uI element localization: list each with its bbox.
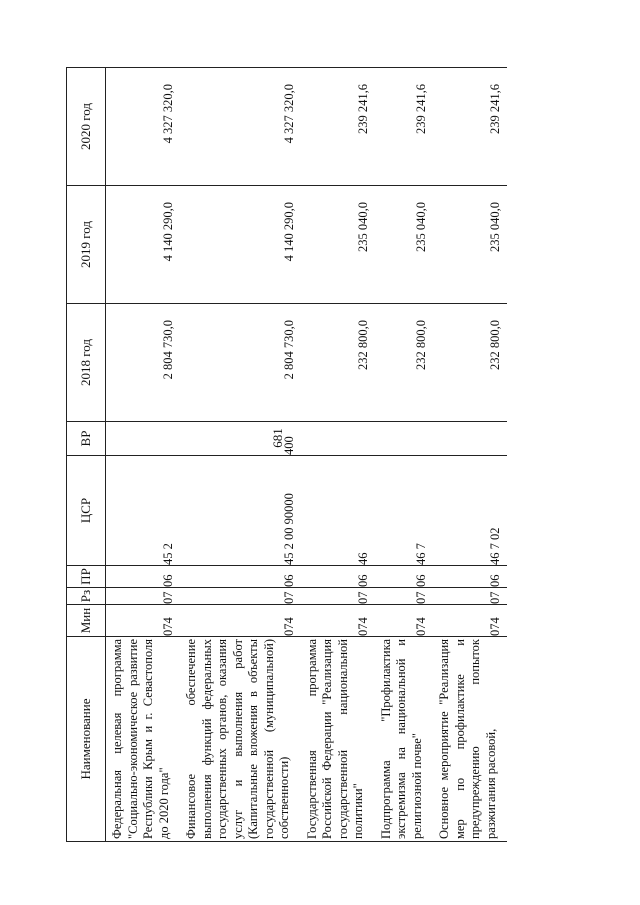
row-vr	[301, 422, 375, 456]
row-rz: 07	[375, 588, 434, 605]
header-2018: 2018 год	[67, 304, 106, 422]
row-name: Финансовое обеспечение выполнения функций федеральных государственных органов, оказания услуг и выполнения работ (Капитальные вложения в объекты государственной (муниципальной) собственности)	[180, 637, 301, 842]
row-2019: 235 040,0	[301, 186, 375, 304]
row-2020: 239 241,6	[433, 68, 507, 186]
row-2018: 232 800,0	[301, 304, 375, 422]
header-rz: Рз	[67, 588, 106, 605]
header-vr: ВР	[67, 422, 106, 456]
header-csr: ЦСР	[67, 456, 106, 566]
row-2019: 4 140 290,0	[180, 186, 301, 304]
header-min: Мин	[67, 605, 106, 637]
table-row	[180, 68, 301, 842]
header-2020: 2020 год	[67, 68, 106, 186]
row-vr: 400	[180, 422, 301, 456]
row-rz: 07	[433, 588, 507, 605]
table-header-row	[67, 68, 106, 842]
row-2020: 4 327 320,0	[106, 68, 181, 186]
row-vr	[375, 422, 434, 456]
row-name: Государственная программа Российской Федерации "Реализация государственной национальной политики"	[301, 637, 375, 842]
table-row	[301, 68, 375, 842]
row-csr: 46 7 02	[433, 456, 507, 566]
table-row	[375, 68, 434, 842]
page-number: 681	[269, 428, 285, 448]
row-csr: 45 2 00 90000	[180, 456, 301, 566]
table-row	[106, 68, 181, 842]
row-pr: 06	[106, 566, 181, 588]
row-2019: 235 040,0	[433, 186, 507, 304]
row-pr: 06	[180, 566, 301, 588]
row-name: Подпрограмма "Профилактика экстремизма на национальной и религиозной почве"	[375, 637, 434, 842]
row-min: 074	[301, 605, 375, 637]
row-rz: 07	[301, 588, 375, 605]
row-min: 074	[375, 605, 434, 637]
row-vr	[433, 422, 507, 456]
row-min: 074	[106, 605, 181, 637]
row-2018: 2 804 730,0	[106, 304, 181, 422]
budget-table	[66, 67, 507, 842]
row-2020: 4 327 320,0	[180, 68, 301, 186]
row-pr: 06	[375, 566, 434, 588]
row-min: 074	[433, 605, 507, 637]
row-vr	[106, 422, 181, 456]
header-pr: ПР	[67, 566, 106, 588]
row-rz: 07	[106, 588, 181, 605]
row-2018: 2 804 730,0	[180, 304, 301, 422]
row-2019: 4 140 290,0	[106, 186, 181, 304]
header-name: Наименование	[67, 637, 106, 842]
row-csr: 45 2	[106, 456, 181, 566]
row-name: Основное мероприятие "Реализация мер по профилактике и предупреждению попыток разжигания расовой,	[433, 637, 507, 842]
header-2019: 2019 год	[67, 186, 106, 304]
table-row	[433, 68, 507, 842]
row-pr: 06	[301, 566, 375, 588]
row-rz: 07	[180, 588, 301, 605]
row-2018: 232 800,0	[375, 304, 434, 422]
row-name: Федеральная целевая программа "Социально-экономическое развитие Республики Крым и г. Севастополя до 2020 года"	[106, 637, 181, 842]
row-2020: 239 241,6	[375, 68, 434, 186]
row-pr: 06	[433, 566, 507, 588]
rotated-table-container	[66, 67, 612, 842]
row-2019: 235 040,0	[375, 186, 434, 304]
row-2018: 232 800,0	[433, 304, 507, 422]
row-min: 074	[180, 605, 301, 637]
row-2020: 239 241,6	[301, 68, 375, 186]
row-csr: 46 7	[375, 456, 434, 566]
row-csr: 46	[301, 456, 375, 566]
